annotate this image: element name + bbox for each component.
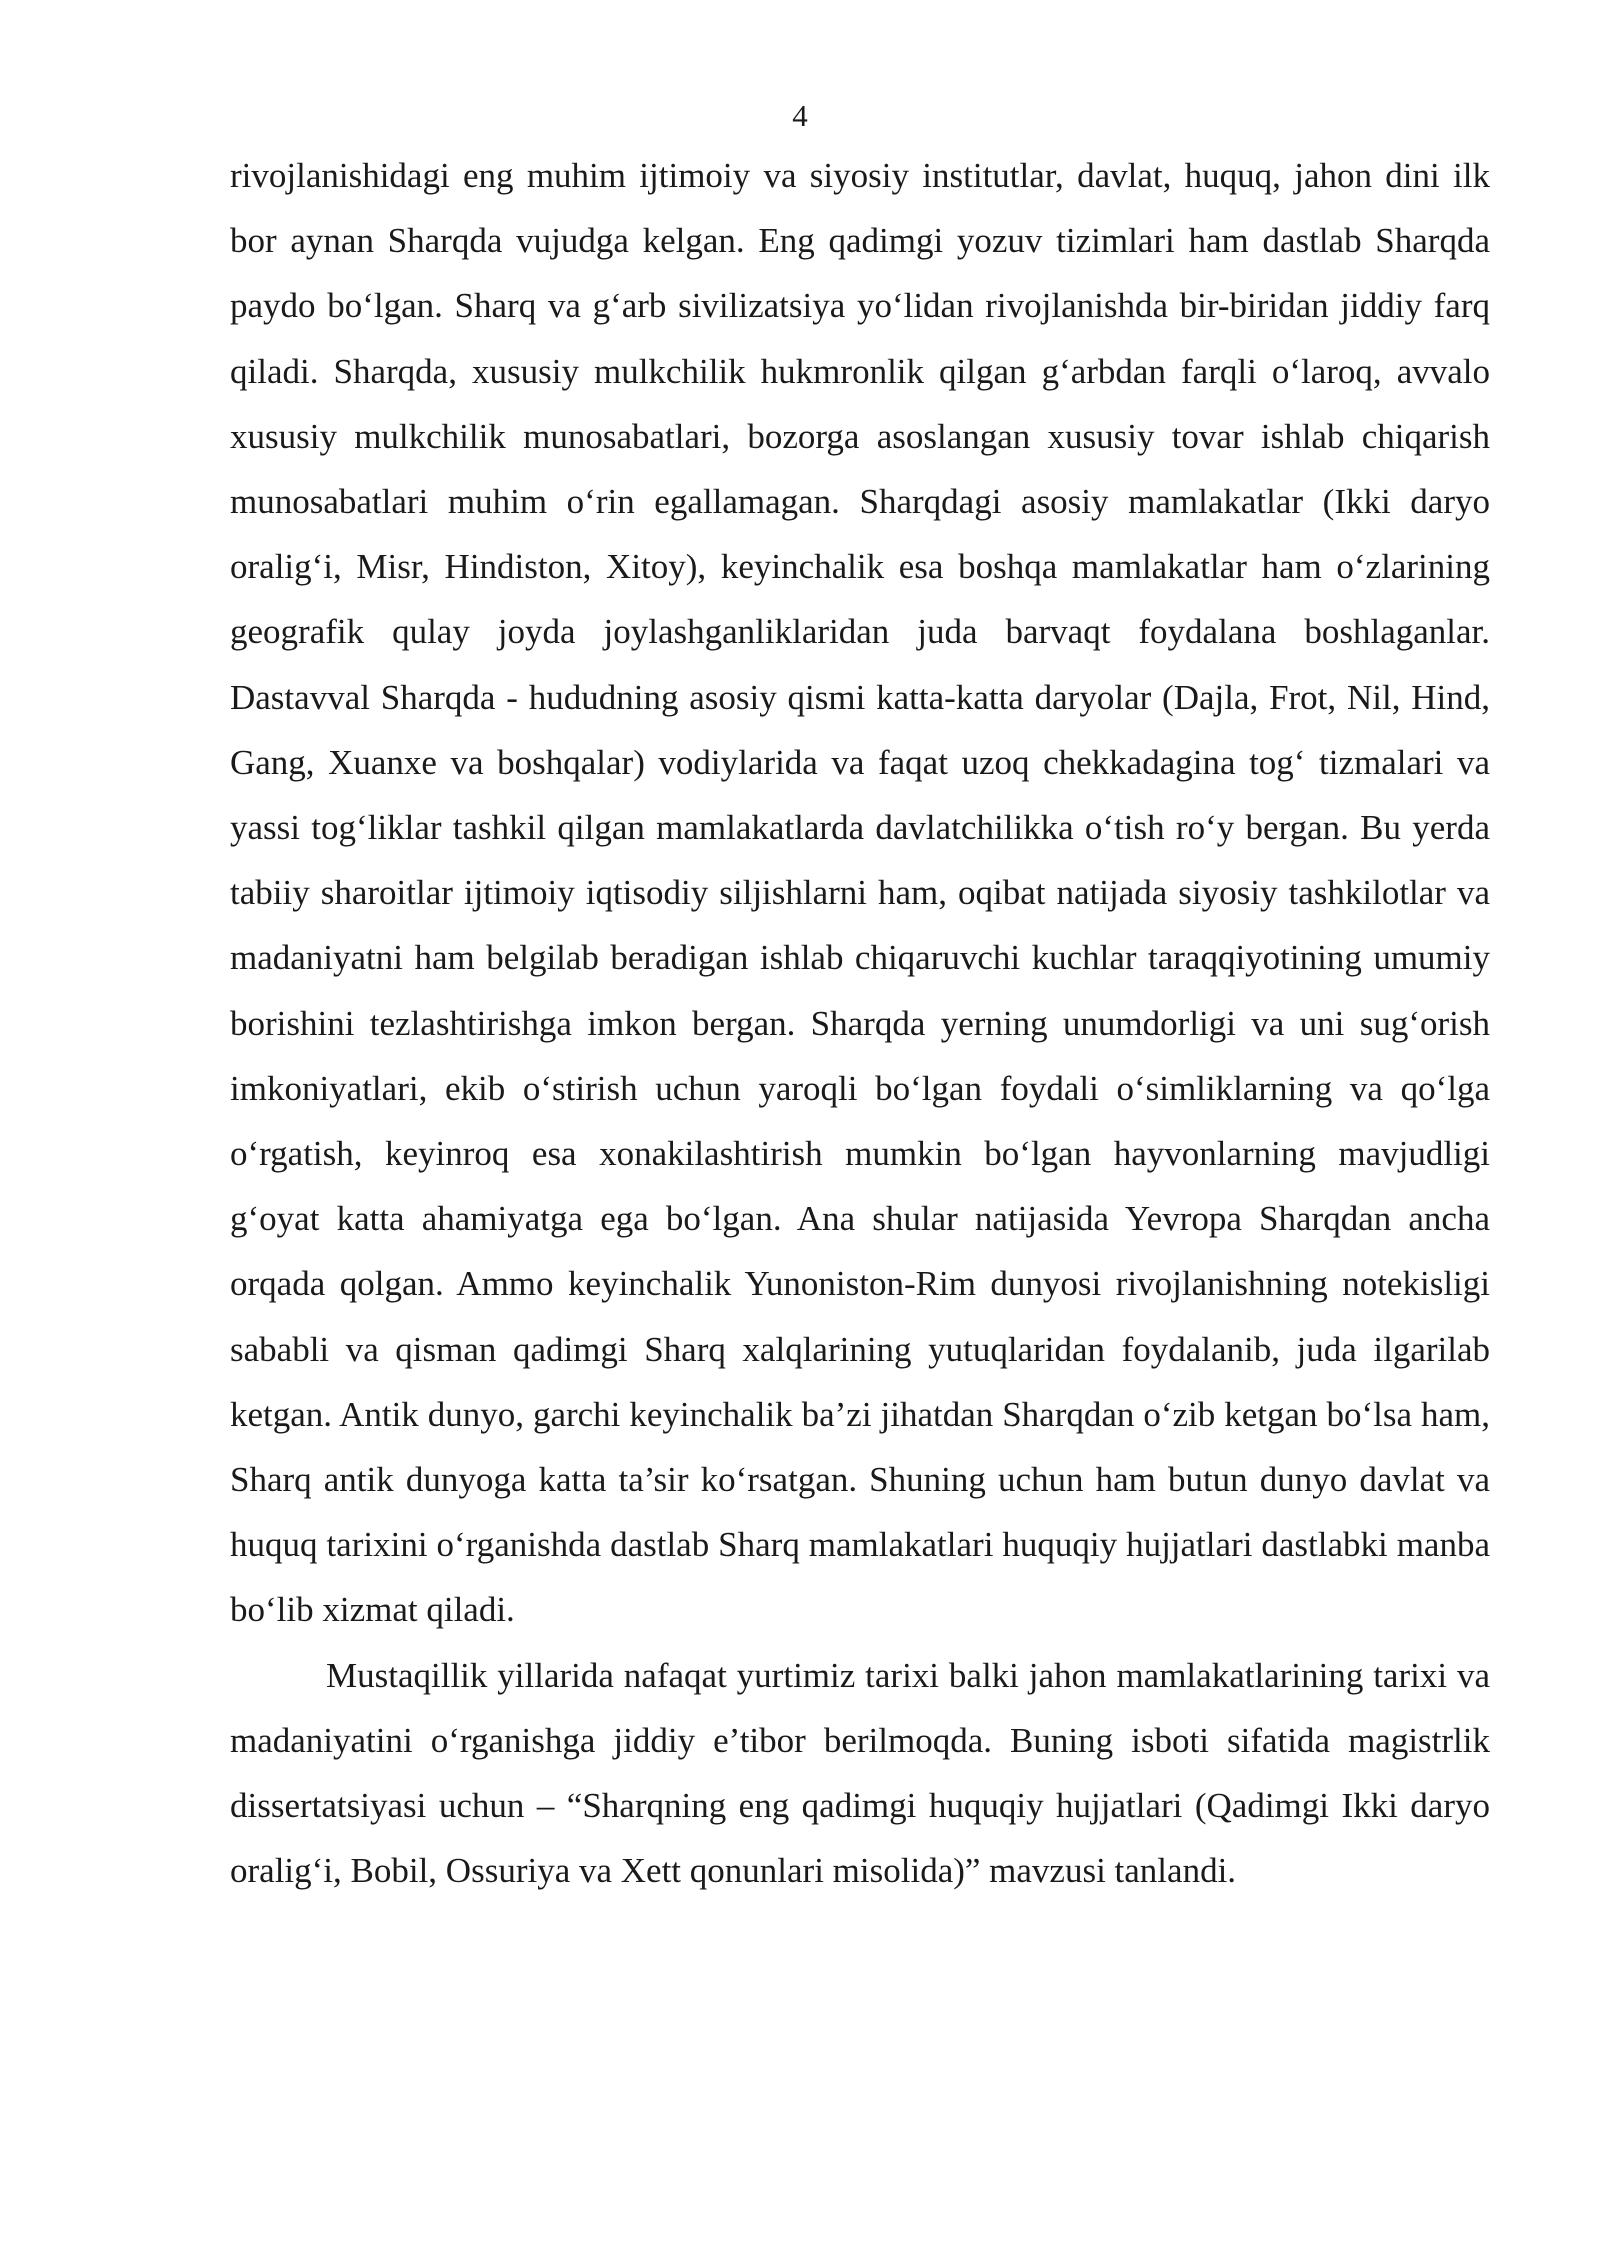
paragraph-continuation: rivojlanishidagi eng muhim ijtimoiy va siyosiy institutlar, davlat, huquq, jahon dini ilk bor aynan Sharqda vujudga kelgan. Eng qadimgi yozuv tizimlari ham dastlab Sharqda paydo bo‘lgan. Sharq va g‘arb sivilizatsiya yo‘lidan rivojlanishda bir-biridan jiddiy farq qiladi. Sharqda, xususiy mulkchilik hukmronlik qilgan g‘arbdan farqli o‘laroq, avvalo xususiy mulkchilik munosabatlari, bozorga asoslangan xususiy tovar ishlab chiqarish munosabatlari muhim o‘rin egallamagan. Sharqdagi asosiy mamlakatlar (Ikki daryo oralig‘i, Misr, Hindiston, Xitoy), keyinchalik esa boshqa mamlakatlar ham o‘zlarining geografik qulay joyda joylashganliklaridan juda barvaqt foydalana boshlaganlar. Dastavval Sharqda - hududning asosiy qismi katta-katta daryolar (Dajla, Frot, Nil, Hind, Gang, Xuanxe va boshqalar) vodiylarida va faqat uzoq chekkadagina tog‘ tizmalari va yassi tog‘liklar tashkil qilgan mamlakatlarda davlatchilikka o‘tish ro‘y bergan. Bu yerda tabiiy sharoitlar ijtimoiy iqtisodiy siljishlarni ham, oqibat natijada siyosiy tashkilotlar va madaniyatni ham belgilab beradigan ishlab chiqaruvchi kuchlar taraqqiyotining umumiy borishini tezlashtirishga imkon bergan. Sharqda yerning unumdorligi va uni sug‘orish imkoniyatlari, ekib o‘stirish uchun yaroqli bo‘lgan foydali o‘simliklarning va qo‘lga o‘rgatish, keyinroq esa xonakilashtirish mumkin bo‘lgan hayvonlarning mavjudligi g‘oyat katta ahamiyatga ega bo‘lgan. Ana shular natijasida Yevropa Sharqdan ancha orqada qolgan. Ammo keyinchalik Yunoniston-Rim dunyosi rivojlanishning notekisligi sababli va qisman qadimgi Sharq xalqlarining yutuqlaridan foydalanib, juda ilgarilab ketgan. Antik dunyo, garchi keyinchalik ba’zi jihatdan Sharqdan o‘zib ketgan bo‘lsa ham, Sharq antik dunyoga katta ta’sir ko‘rsatgan. Shuning uchun ham butun dunyo davlat va huquq tarixini o‘rganishda dastlab Sharq mamlakatlari huquqiy hujjatlari dastlabki manba bo‘lib xizmat qiladi. xyxy=(230,156,1490,1630)
page-number: 4 xyxy=(792,98,808,133)
document-body xyxy=(230,143,1490,1903)
paragraph-topic-selection: Mustaqillik yillarida nafaqat yurtimiz tarixi balki jahon mamlakatlarining tarixi va madaniyatini o‘rganishga jiddiy e’tibor berilmoqda. Buning isboti sifatida magistrlik dissertatsiyasi uchun – “Sharqning eng qadimgi huquqiy hujjatlari (Qadimgi Ikki daryo oralig‘i, Bobil, Ossuriya va Xett qonunlari misolida)” mavzusi tanlandi. xyxy=(230,1655,1490,1891)
